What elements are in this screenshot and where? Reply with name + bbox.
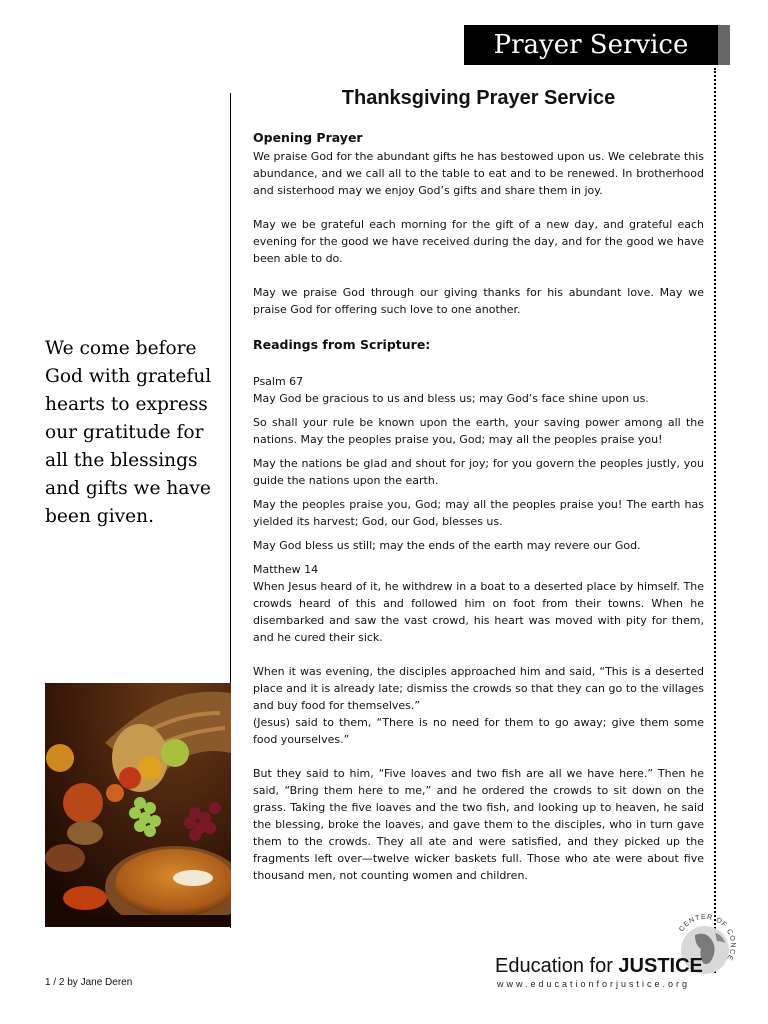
page-footer: 1 / 2 by Jane Deren — [45, 977, 133, 988]
cornucopia-photo — [45, 683, 231, 927]
matthew-paragraph: (Jesus) said to them, “There is no need for them to go away; give them some food yourselves.” — [253, 716, 704, 746]
main-content — [253, 87, 704, 901]
sidebar-quote: We come before God with grateful hearts to express our gratitude for all the blessings and gifts we have been given. — [45, 338, 212, 527]
education-for-justice-logo — [495, 955, 735, 995]
document-title: Thanksgiving Prayer Service — [341, 87, 616, 109]
logo-bold: JUSTICE — [618, 955, 703, 977]
psalm-verse: May the peoples praise you, God; may all the peoples praise you! The earth has yielded its harvest; God, our God, blesses us. — [253, 498, 704, 528]
psalm-reference: Psalm 67 — [253, 375, 304, 388]
psalm-verse: May the nations be glad and shout for joy; for you govern the peoples justly, you guide the nations upon the earth. — [253, 457, 704, 487]
matthew-reference: Matthew 14 — [253, 563, 319, 576]
opening-prayer-heading: Opening Prayer — [253, 130, 363, 145]
dotted-margin-line — [714, 68, 716, 973]
header-title-box — [464, 25, 718, 65]
matthew-paragraph: When it was evening, the disciples approached him and said, “This is a deserted place and it is already late; dismiss the crowds so that they can go to the villages and buy food for themselves.” — [253, 665, 704, 712]
matthew-paragraph: But they said to him, “Five loaves and two fish are all we have here.” Then he said, “Bring them here to me,” and he ordered the crowds to sit down on the grass. Taking the five loaves and the two fish, and looking up to heaven, he said the blessing, broke the loaves, and gave them to the disciples, who in turn gave them to the crowds. They all ate and were satisfied, and they picked up the fragments left over—twelve wicker baskets full. Those who ate were about five thousand men, not counting women and children. — [253, 767, 704, 882]
readings-heading: Readings from Scripture: — [253, 337, 431, 352]
logo-wordmark — [495, 955, 703, 978]
seal-text: CENTER OF CONCERN — [678, 913, 737, 962]
psalm-verse: So shall your rule be known upon the earth, your saving power among all the nations. May the peoples praise you, God; may all the peoples praise you! — [253, 416, 704, 446]
psalm-verse: May God be gracious to us and bless us; may God’s face shine upon us. — [253, 392, 649, 405]
cornucopia-image — [45, 683, 231, 927]
opening-paragraph: May we praise God through our giving thanks for his abundant love. May we praise God for offering such love to one another. — [253, 286, 704, 316]
matthew-paragraph: When Jesus heard of it, he withdrew in a boat to a deserted place by himself. The crowds heard of this and followed him on foot from their towns. When he disembarked and saw the vast crowd, his heart was moved with pity for them, and he cured their sick. — [253, 580, 704, 644]
logo-url: www.educationforjustice.org — [497, 979, 691, 989]
psalm-verse: May God bless us still; may the ends of the earth may revere our God. — [253, 539, 641, 552]
logo-prefix: Education for — [495, 955, 619, 977]
header-tab — [718, 25, 730, 65]
header-title: Prayer Service — [493, 30, 689, 60]
opening-paragraph: We praise God for the abundant gifts he has bestowed upon us. We celebrate this abundance, and we call all to the table to eat and to be renewed. In brotherhood and sisterhood may we enjoy God’s gifts and share them in joy. — [253, 150, 704, 197]
opening-paragraph: May we be grateful each morning for the gift of a new day, and grateful each evening for the good we have received during the day, and for the good we have been able to do. — [253, 218, 704, 265]
